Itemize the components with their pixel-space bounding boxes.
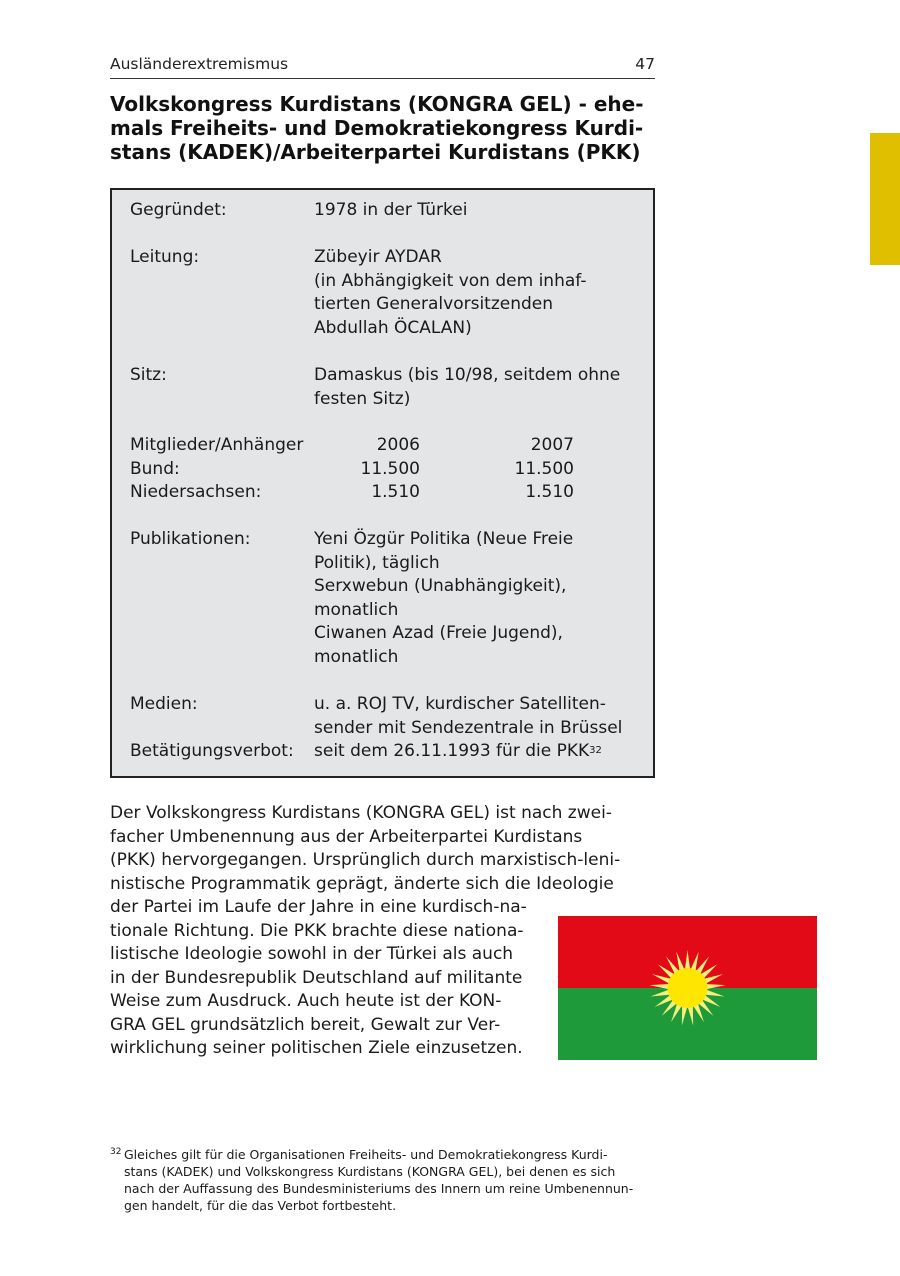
footnote-mark: 32 — [110, 1147, 122, 1157]
body-line: listische Ideologie sowohl in der Türkei als auch — [110, 944, 514, 964]
leadership-line: Abdullah ÖCALAN) — [314, 317, 472, 338]
seat-label: Sitz: — [130, 365, 167, 385]
publications-label: Publikationen: — [130, 529, 251, 549]
body-line: facher Umbenennung aus der Arbeiterpartei Kurdistans — [110, 826, 583, 847]
body-line: in der Bundesrepublik Deutschland auf militante — [110, 967, 523, 988]
ban-text: seit dem 26.11.1993 für die PKK — [314, 741, 590, 761]
body-line: Weise zum Ausdruck. Auch heute ist der KON- — [110, 991, 502, 1011]
body-line: Der Volkskongress Kurdistans (KONGRA GEL) ist nach zwei- — [110, 803, 612, 823]
body-line: tionale Richtung. Die PKK brachte diese nationa- — [110, 920, 524, 941]
niedersachsen-2006: 1.510 — [371, 482, 420, 502]
niedersachsen-2007: 1.510 — [525, 482, 574, 502]
media-line: u. a. ROJ TV, kurdischer Satelliten- — [314, 694, 606, 714]
row-label-niedersachsen: Niedersachsen: — [130, 482, 262, 502]
leadership-value — [314, 246, 586, 340]
media-line: sender mit Sendezentrale in Brüssel — [314, 717, 623, 738]
bund-2006: 11.500 — [360, 459, 420, 479]
body-line: wirklichung seiner politischen Ziele einzusetzen. — [110, 1038, 523, 1058]
row-label-bund: Bund: — [130, 459, 180, 479]
ban-value — [314, 740, 602, 764]
publication-line: Yeni Özgür Politika (Neue Freie — [314, 529, 574, 549]
title-line: mals Freiheits- und Demokratiekongress Kurdi- — [110, 116, 644, 140]
bund-2007: 11.500 — [514, 459, 574, 479]
year-2006: 2006 — [376, 435, 420, 455]
seat-line: festen Sitz) — [314, 388, 411, 409]
footnote-ref[interactable]: 32 — [589, 745, 602, 756]
publication-line: Serxwebun (Unabhängigkeit), — [314, 576, 567, 596]
year-2007: 2007 — [530, 435, 574, 455]
footnote-line: stans (KADEK) und Volkskongress Kurdistans (KONGRA GEL), bei denen es sich — [124, 1164, 616, 1179]
chapter-edge-tab — [870, 133, 900, 265]
footnote-line: nach der Auffassung des Bundesministeriums des Innern um reine Umbenennun- — [124, 1181, 634, 1196]
seat-value — [314, 364, 620, 411]
body-line: nistische Programmatik geprägt, änderte sich die Ideologie — [110, 873, 614, 894]
media-label: Medien: — [130, 694, 198, 714]
footnote-line: Gleiches gilt für die Organisationen Freiheits- und Demokratiekongress Kurdi- — [124, 1147, 608, 1162]
page-number: 47 — [635, 55, 655, 73]
footnote-text — [124, 1146, 633, 1214]
running-header — [110, 52, 655, 79]
leadership-line: Zübeyir AYDAR — [314, 247, 442, 267]
publications-value — [314, 528, 573, 669]
publication-line: Politik), täglich — [314, 552, 440, 573]
footnote-line: gen handelt, für die das Verbot fortbesteht. — [124, 1198, 397, 1213]
founded-value: 1978 in der Türkei — [314, 200, 468, 220]
leadership-line: tierten Generalvorsitzenden — [314, 294, 554, 314]
founded-label: Gegründet: — [130, 200, 227, 220]
publication-line: Ciwanen Azad (Freie Jugend), — [314, 623, 563, 643]
leadership-label: Leitung: — [130, 247, 200, 267]
media-value — [314, 693, 622, 740]
title-line: Volkskongress Kurdistans (KONGRA GEL) - ehe- — [110, 92, 644, 116]
seat-line: Damaskus (bis 10/98, seitdem ohne — [314, 365, 621, 385]
members-label: Mitglieder/Anhänger — [130, 435, 304, 455]
body-line: (PKK) hervorgegangen. Ursprünglich durch marxistisch-leni- — [110, 850, 621, 870]
publication-line: monatlich — [314, 599, 399, 620]
body-line: der Partei im Laufe der Jahre in eine kurdisch-na- — [110, 897, 527, 917]
kongra-gel-flag — [558, 916, 817, 1060]
body-line: GRA GEL grundsätzlich bereit, Gewalt zur Ver- — [110, 1014, 501, 1035]
title-line: stans (KADEK)/Arbeiterpartei Kurdistans (PKK) — [110, 140, 641, 164]
ban-label: Betätigungsverbot: — [130, 741, 294, 761]
page-title — [110, 92, 670, 164]
leadership-line: (in Abhängigkeit von dem inhaf- — [314, 270, 587, 291]
section-title: Ausländerextremismus — [110, 55, 289, 73]
publication-line: monatlich — [314, 646, 399, 667]
body-paragraph — [110, 802, 620, 1061]
